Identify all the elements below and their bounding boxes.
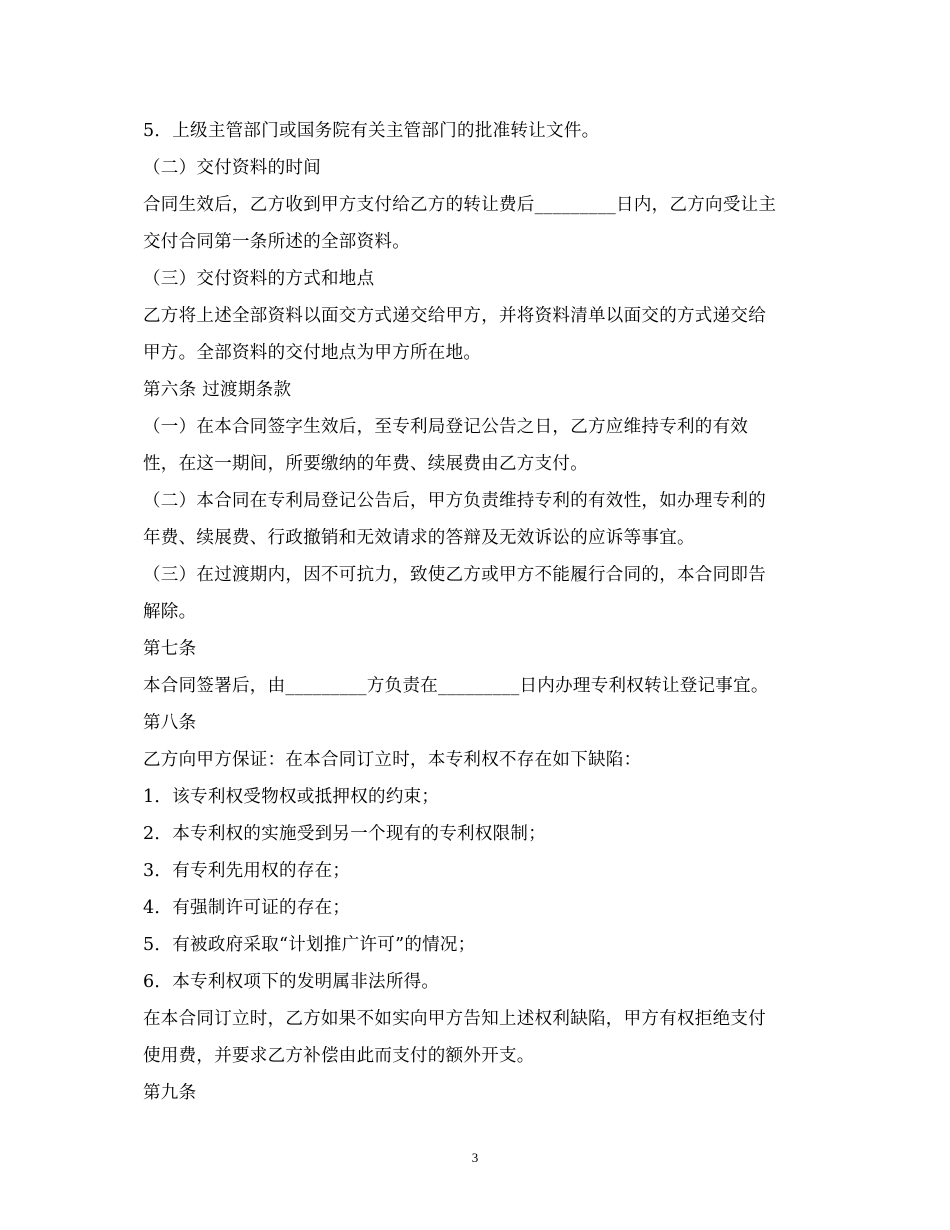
text-line: 在本合同订立时，乙方如果不如实向甲方告知上述权利缺陷，甲方有权拒绝支付 xyxy=(143,1009,766,1029)
list-item: 5．有被政府采取“计划推广许可”的情况； xyxy=(143,935,476,955)
list-item: 4．有强制许可证的存在； xyxy=(143,898,351,918)
text-line: 合同生效后，乙方收到甲方支付给乙方的转让费后_________日内，乙方向受让主 xyxy=(143,195,777,215)
section-heading: （三）交付资料的方式和地点 xyxy=(143,269,375,289)
article-heading: 第九条 xyxy=(143,1083,197,1103)
list-item: 2．本专利权的实施受到另一个现有的专利权限制； xyxy=(143,824,547,844)
text-line: 解除。 xyxy=(143,602,197,622)
text-line: （二）本合同在专利局登记公告后，甲方负责维持专利的有效性，如办理专利的 xyxy=(143,491,766,511)
text-line: 使用费，并要求乙方补偿由此而支付的额外开支。 xyxy=(143,1046,535,1066)
list-item: 6．本专利权项下的发明属非法所得。 xyxy=(143,972,440,992)
list-item: 1．该专利权受物权或抵押权的约束； xyxy=(143,787,440,807)
text-line: （一）在本合同签字生效后，至专利局登记公告之日，乙方应维持专利的有效 xyxy=(143,417,749,437)
text-line: 乙方将上述全部资料以面交方式递交给甲方，并将资料清单以面交的方式递交给 xyxy=(143,306,766,326)
text-line: 性，在这一期间，所要缴纳的年费、续展费由乙方支付。 xyxy=(143,454,588,474)
text-line: 年费、续展费、行政撤销和无效请求的答辩及无效诉讼的应诉等事宜。 xyxy=(143,528,695,548)
list-item: 3．有专利先用权的存在； xyxy=(143,861,351,881)
text-line: （三）在过渡期内，因不可抗力，致使乙方或甲方不能履行合同的，本合同即告 xyxy=(143,565,766,585)
section-heading: （二）交付资料的时间 xyxy=(143,158,321,178)
document-body xyxy=(143,118,823,1117)
text-line: 5．上级主管部门或国务院有关主管部门的批准转让文件。 xyxy=(143,121,600,141)
text-line: 乙方向甲方保证：在本合同订立时，本专利权不存在如下缺陷： xyxy=(143,750,642,770)
article-heading: 第六条 过渡期条款 xyxy=(143,380,292,400)
text-line: 本合同签署后，由_________方负责在_________日内办理专利权转让登记事宜。 xyxy=(143,676,769,696)
article-heading: 第七条 xyxy=(143,639,197,659)
article-heading: 第八条 xyxy=(143,713,197,733)
text-line: 甲方。全部资料的交付地点为甲方所在地。 xyxy=(143,343,482,363)
text-line: 交付合同第一条所述的全部资料。 xyxy=(143,232,410,252)
page-number: 3 xyxy=(471,1150,479,1165)
